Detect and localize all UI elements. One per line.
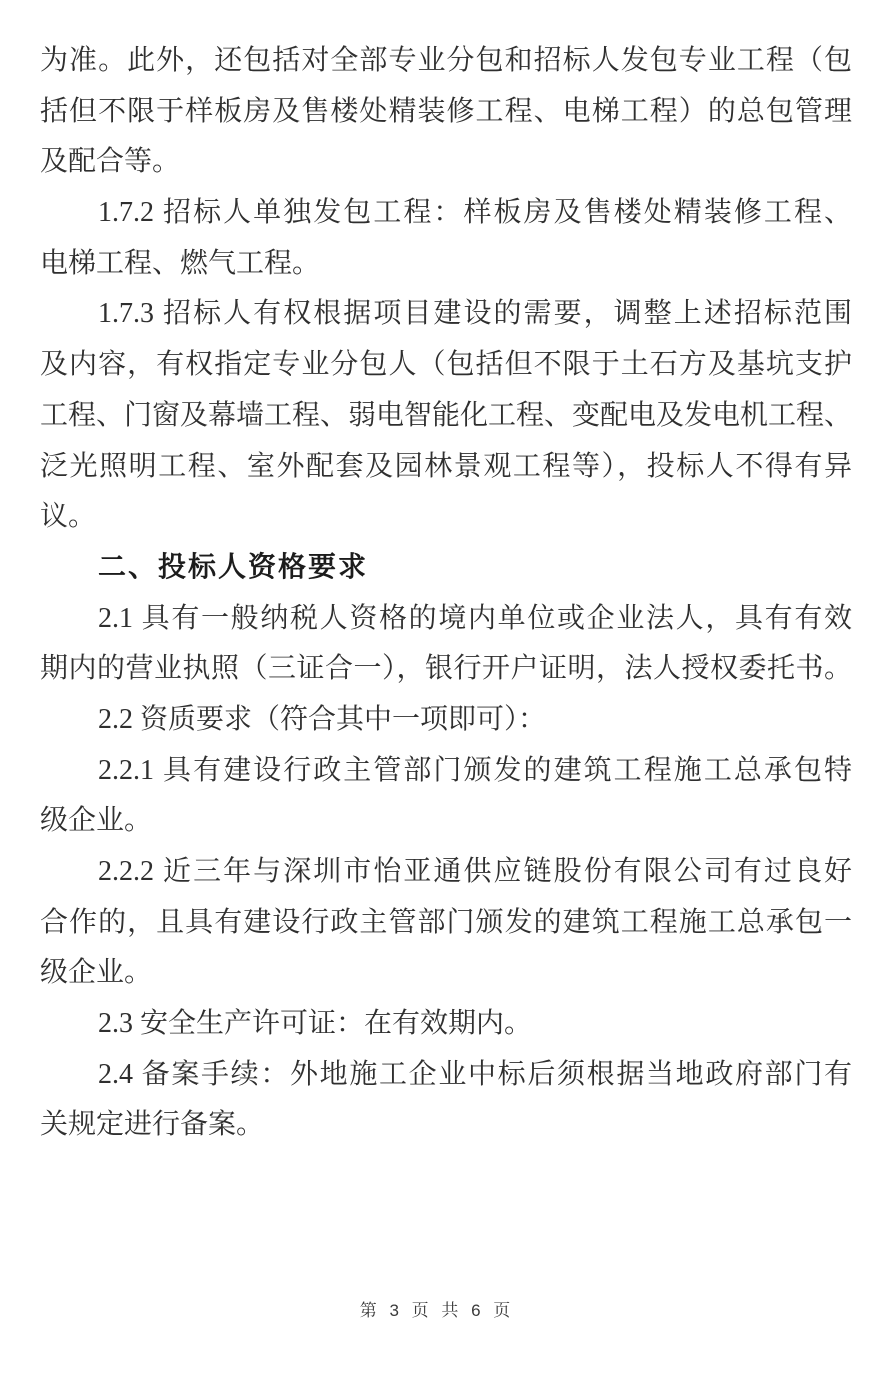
text-line: 2.2.1 具有建设行政主管部门颁发的建筑工程施工总承包特 — [98, 754, 852, 786]
text-line: 议。 — [40, 501, 97, 533]
paragraph-clause-2-2-1 — [40, 746, 852, 847]
section-2-heading — [40, 543, 852, 594]
document-body — [40, 36, 852, 1151]
paragraph-clause-2-3 — [40, 999, 852, 1050]
paragraph-clause-1-7-1-continuation — [40, 36, 852, 188]
text-line: 关规定进行备案。 — [40, 1109, 265, 1141]
text-line: 泛光照明工程、室外配套及园林景观工程等），投标人不得有异 — [40, 450, 852, 482]
text-line: 括但不限于样板房及售楼处精装修工程、电梯工程）的总包管理 — [40, 95, 852, 127]
text-line: 2.2 资质要求（符合其中一项即可）： — [98, 703, 547, 735]
text-line: 2.4 备案手续：外地施工企业中标后须根据当地政府部门有 — [98, 1058, 852, 1090]
text-line: 期内的营业执照（三证合一），银行开户证明，法人授权委托书。 — [40, 653, 852, 685]
paragraph-clause-1-7-2 — [40, 188, 852, 289]
text-line: 电梯工程、燃气工程。 — [40, 247, 321, 279]
text-line: 为准。此外，还包括对全部专业分包和招标人发包专业工程（包 — [40, 45, 852, 76]
paragraph-clause-1-7-3 — [40, 289, 852, 542]
text-line: 2.3 安全生产许可证：在有效期内。 — [98, 1008, 533, 1040]
paragraph-clause-2-4 — [40, 1050, 852, 1151]
text-line: 及内容，有权指定专业分包人（包括但不限于土石方及基坑支护 — [40, 349, 852, 381]
paragraph-clause-2-2 — [40, 695, 852, 746]
text-line: 1.7.3 招标人有权根据项目建设的需要，调整上述招标范围 — [98, 298, 852, 330]
text-line: 1.7.2 招标人单独发包工程：样板房及售楼处精装修工程、 — [98, 197, 852, 229]
section-heading: 二、投标人资格要求 — [98, 551, 369, 583]
text-line: 及配合等。 — [40, 146, 181, 178]
paragraph-clause-2-2-2 — [40, 847, 852, 999]
text-line: 2.2.2 近三年与深圳市怡亚通供应链股份有限公司有过良好 — [98, 856, 852, 887]
text-line: 级企业。 — [40, 957, 153, 989]
page-number-footer: 第 3 页 共 6 页 — [359, 1301, 515, 1320]
text-line: 工程、门窗及幕墙工程、弱电智能化工程、变配电及发电机工程、 — [40, 399, 853, 431]
text-line: 合作的，且具有建设行政主管部门颁发的建筑工程施工总承包一 — [40, 906, 852, 938]
paragraph-clause-2-1 — [40, 594, 852, 695]
text-line: 2.1 具有一般纳税人资格的境内单位或企业法人，具有有效 — [98, 602, 852, 634]
text-line: 级企业。 — [40, 805, 153, 837]
